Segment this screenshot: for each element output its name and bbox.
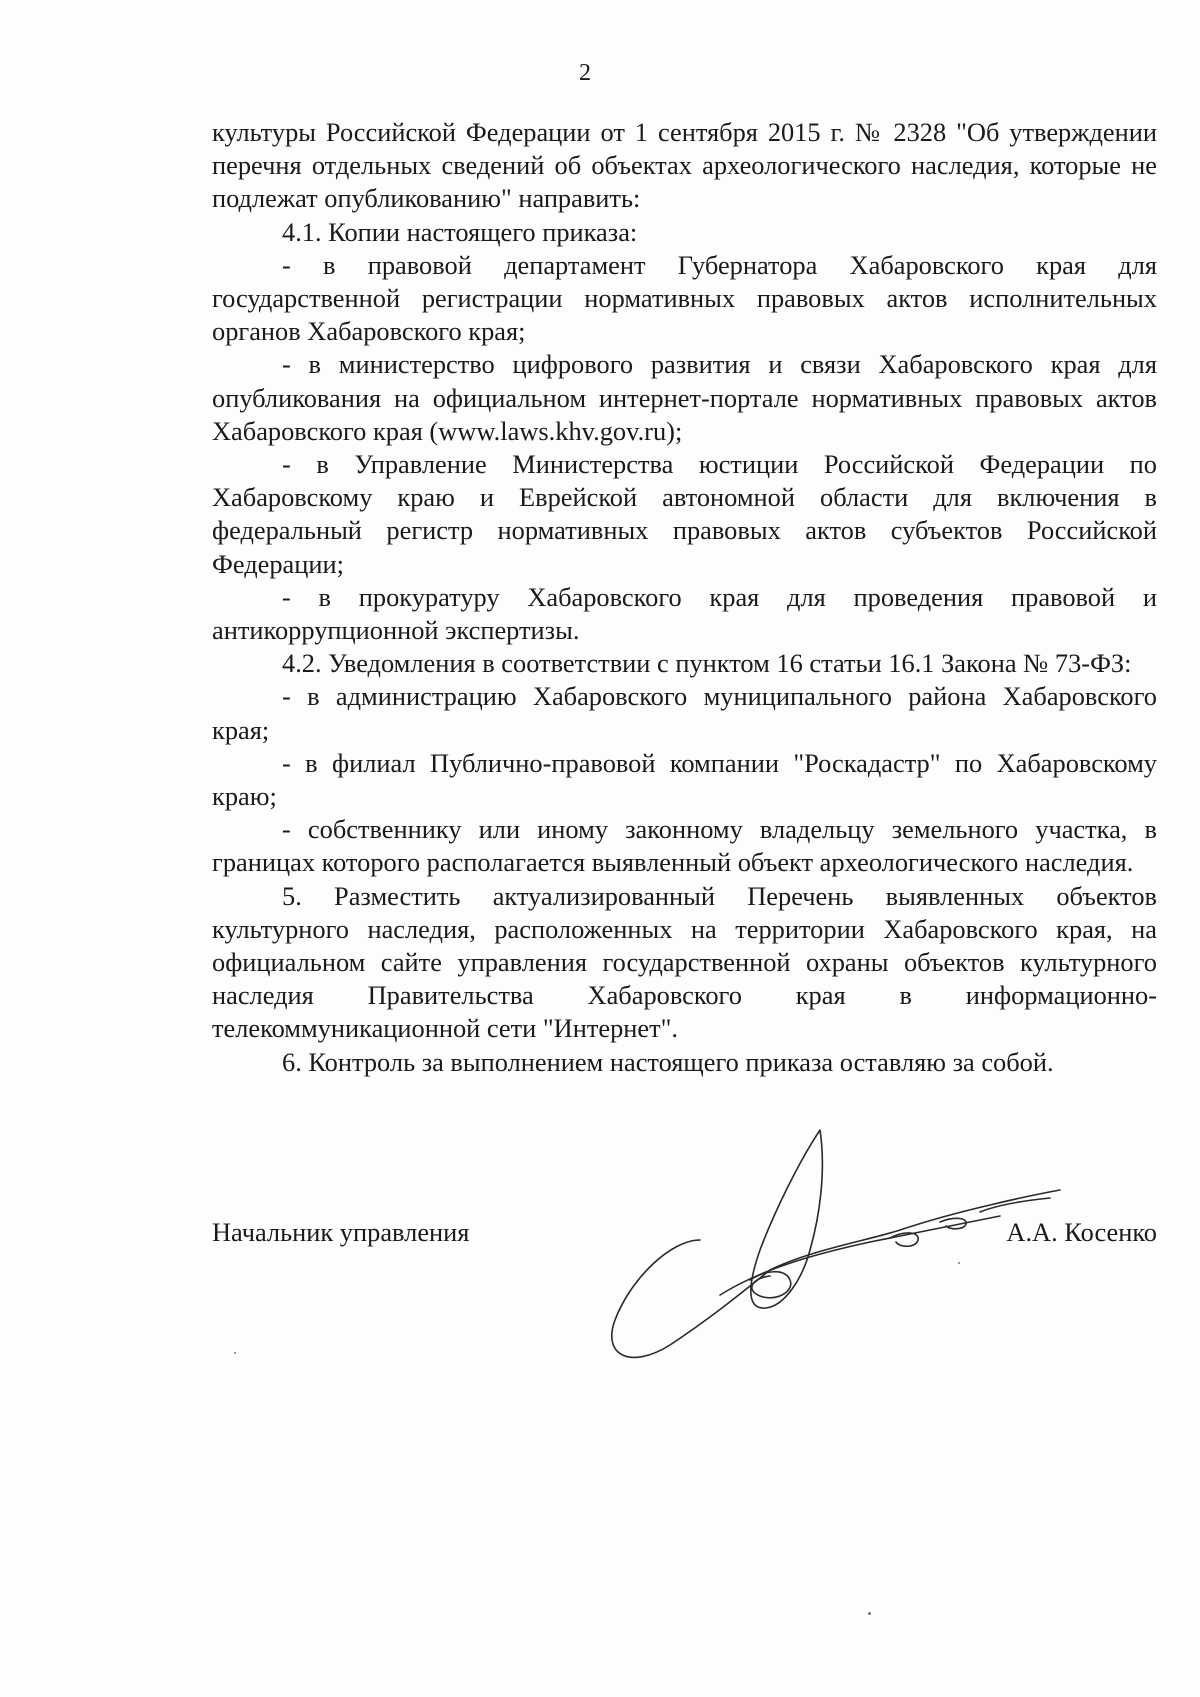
document-body: [212, 116, 1157, 1079]
signatory-role: Начальник управления: [212, 1217, 470, 1247]
paragraph: - в правовой департамент Губернатора Хабаровского края для государственной регистрации нормативных правовых актов исполнительных органов Хабаровского края;: [212, 249, 1157, 347]
paragraph: - в министерство цифрового развития и связи Хабаровского края для опубликования на официальном интернет-портале нормативных правовых актов Хабаровского края (www.laws.khv.gov.ru);: [212, 349, 1157, 446]
paragraph: - в Управление Министерства юстиции Российской Федерации по Хабаровскому краю и Еврейской автономной области для включения в федеральный регистр нормативных правовых актов субъектов Российской Федерации;: [212, 449, 1157, 579]
page-number: 2: [579, 60, 591, 86]
paragraph: 4.1. Копии настоящего приказа:: [282, 216, 638, 247]
handwritten-signature: [570, 1120, 1090, 1380]
paragraph: 5. Разместить актуализированный Перечень выявленных объектов культурного наследия, расположенных на территории Хабаровского края, на официальном сайте управления государственной охраны объектов культурного наследия Правительства Хабаровского края в информационно-телекоммуникационной сети "Интернет".: [212, 880, 1157, 1044]
paragraph: культуры Российской Федерации от 1 сентября 2015 г. № 2328 "Об утверждении перечня отдельных сведений об объектах археологического наследия, которые не подлежат опубликованию" направить:: [212, 117, 1157, 214]
paragraph: - в филиал Публично-правовой компании "Роскадастр" по Хабаровскому краю;: [212, 747, 1157, 812]
scan-speck: [958, 1262, 960, 1264]
paragraph: - в прокуратуру Хабаровского края для проведения правовой и антикоррупционной экспертизы.: [212, 581, 1157, 646]
paragraph: - в администрацию Хабаровского муниципального района Хабаровского края;: [212, 681, 1157, 745]
paragraph: 6. Контроль за выполнением настоящего приказа оставляю за собой.: [282, 1046, 1054, 1077]
signatory-name: А.А. Косенко: [1006, 1217, 1157, 1247]
scan-speck: [234, 1352, 236, 1354]
paragraph: - собственнику или иному законному владельцу земельного участка, в границах которого располагается выявленный объект археологического наследия.: [212, 814, 1157, 878]
paragraph: 4.2. Уведомления в соответствии с пунктом 16 статьи 16.1 Закона № 73-ФЗ:: [282, 648, 1132, 679]
scan-speck: [868, 1612, 871, 1615]
